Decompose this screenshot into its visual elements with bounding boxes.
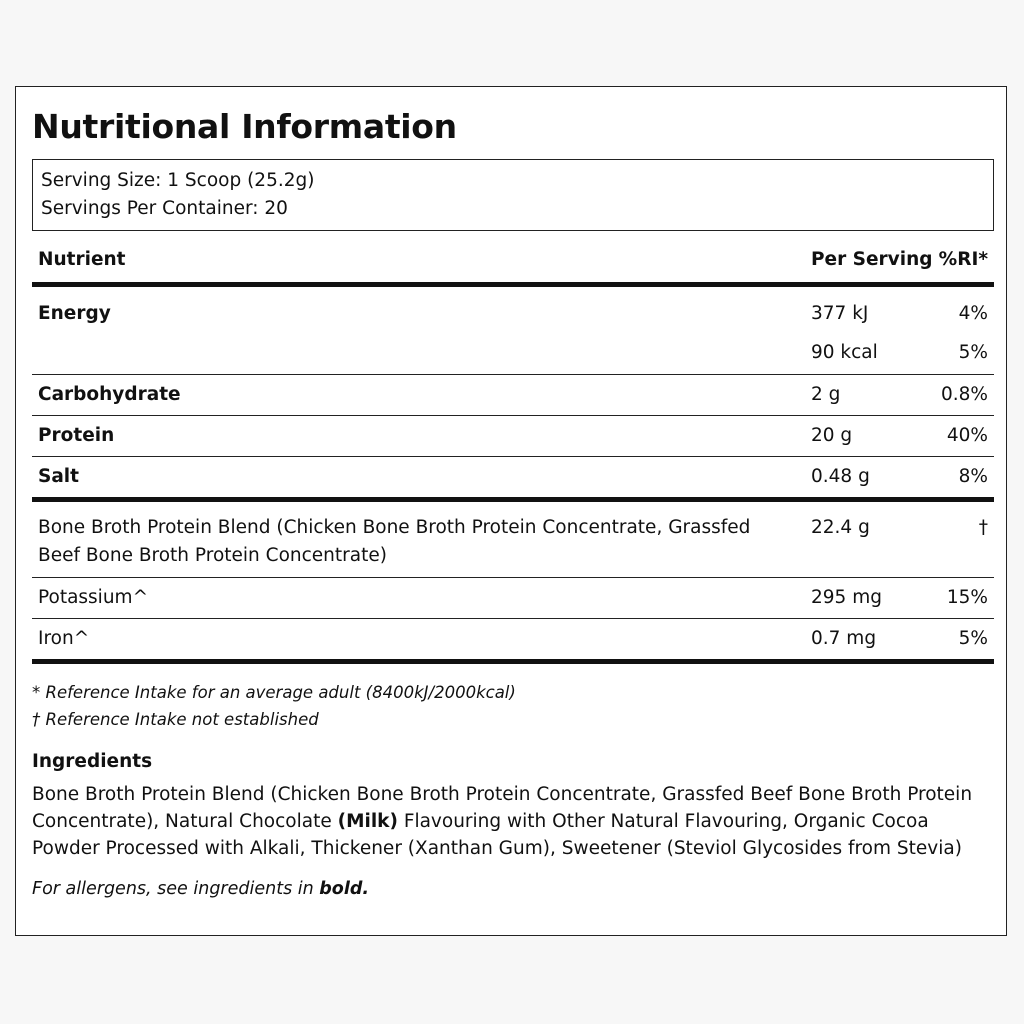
table-header: [32, 237, 994, 287]
ingredients-text-part1: Bone Broth Protein Blend (Chicken Bone Broth Protein Concentrate, Grassfed Beef Bone Broth Protein Concentrate), Natural Chocolate: [32, 784, 973, 832]
table-row-carbohydrate: [32, 375, 994, 416]
servings-per-container: Servings Per Container: 20: [41, 198, 288, 219]
table-row-energy-kj: [32, 289, 994, 327]
serving-info-box: [32, 159, 994, 231]
nutrient-name: Potassium^: [38, 587, 149, 608]
ri-value: †: [978, 517, 988, 538]
ri-value: 8%: [958, 466, 988, 487]
nutrient-name: Energy: [38, 303, 111, 324]
table-row-protein: [32, 416, 994, 457]
per-serving-value: 0.7 mg: [811, 628, 877, 649]
table-row-iron: [32, 619, 994, 664]
per-serving-value: 90 kcal: [811, 342, 878, 363]
per-serving-value: 22.4 g: [811, 517, 870, 538]
allergen-note-text: For allergens, see ingredients in: [32, 879, 320, 899]
nutrition-panel: [15, 86, 1007, 936]
footnote-ri: * Reference Intake for an average adult (8400kJ/2000kcal): [32, 683, 516, 702]
nutrient-name-line2: Beef Bone Broth Protein Concentrate): [38, 545, 387, 566]
allergen-note-bold: bold.: [319, 879, 370, 899]
allergen-milk: (Milk): [337, 811, 398, 832]
footnotes: [32, 679, 516, 733]
ri-value: 0.8%: [941, 384, 988, 405]
header-per-serving: Per Serving: [811, 249, 933, 270]
ri-value: 15%: [946, 587, 988, 608]
allergen-note: [32, 879, 369, 899]
ingredients-text-part2: Flavouring with Other Natural Flavouring, Organic Cocoa Powder Processed with Alkali, Thickener (Xanthan Gum), Sweetener (Steviol Glycosides from Stevia): [32, 811, 962, 859]
per-serving-value: 377 kJ: [811, 303, 869, 324]
per-serving-value: 2 g: [811, 384, 841, 405]
header-ri: %RI*: [938, 249, 988, 270]
ri-value: 40%: [946, 425, 988, 446]
table-row-salt: [32, 457, 994, 502]
serving-size: Serving Size: 1 Scoop (25.2g): [41, 170, 315, 191]
per-serving-value: 0.48 g: [811, 466, 870, 487]
ri-value: 5%: [958, 342, 988, 363]
table-row-energy-kcal: [32, 327, 994, 375]
nutrient-name: Carbohydrate: [38, 384, 181, 405]
page-title: Nutritional Information: [32, 107, 457, 146]
per-serving-value: 20 g: [811, 425, 853, 446]
header-nutrient: Nutrient: [38, 249, 126, 270]
footnote-dagger: † Reference Intake not established: [32, 710, 319, 729]
ingredients-title: Ingredients: [32, 751, 153, 772]
ri-value: 4%: [958, 303, 988, 324]
nutrient-name: Salt: [38, 466, 79, 487]
nutrient-name: Protein: [38, 425, 115, 446]
table-row-potassium: [32, 578, 994, 619]
per-serving-value: 295 mg: [811, 587, 882, 608]
ri-value: 5%: [958, 628, 988, 649]
table-row-bone-broth-blend: [32, 502, 994, 578]
ingredients-text: [32, 781, 982, 862]
nutrient-name-line1: Bone Broth Protein Blend (Chicken Bone Broth Protein Concentrate, Grassfed: [38, 517, 751, 538]
nutrient-name: Iron^: [38, 628, 90, 649]
